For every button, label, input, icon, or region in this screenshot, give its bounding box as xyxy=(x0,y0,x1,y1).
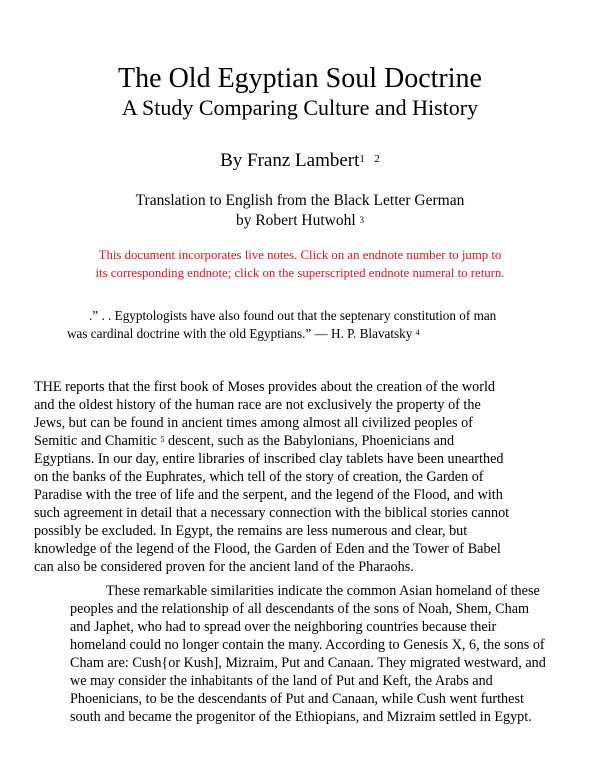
paragraph-2-line: we may consider the inhabitants of the land of Put and Keft, the Arabs and xyxy=(70,673,493,689)
epigraph xyxy=(67,307,537,343)
live-notes-line-1: This document incorporates live notes. Click on an endnote number to jump to xyxy=(98,248,502,262)
paragraph-1-line: knowledge of the legend of the Flood, the Garden of Eden and the Tower of Babel xyxy=(34,541,501,557)
translator-name: by Robert Hutwohl xyxy=(235,212,356,229)
author-name: By Franz Lambert xyxy=(220,150,360,171)
endnote-ref-1[interactable]: 1 xyxy=(359,153,365,165)
paragraph-1-line: possibly be excluded. In Egypt, the remains are less numerous and clear, but xyxy=(34,523,468,539)
paragraph-1-line: and the oldest history of the human race are not exclusively the property of the xyxy=(34,397,481,413)
endnote-ref-4[interactable]: 4 xyxy=(415,328,420,337)
paragraph-1-line-part: Semitic and Chamitic xyxy=(34,433,157,449)
paragraph-2 xyxy=(34,582,569,726)
paragraph-2-line: south and became the progenitor of the Ethiopians, and Mizraim settled in Egypt. xyxy=(70,709,532,725)
paragraph-1-line: THE reports that the first book of Moses provides about the creation of the world xyxy=(34,379,495,395)
paragraph-1 xyxy=(34,378,569,576)
epigraph-text-2: was cardinal doctrine with the old Egyptians.” — H. P. Blavatsky xyxy=(67,326,413,341)
live-notes-line-2: its corresponding endnote; click on the superscripted endnote numeral to return. xyxy=(95,266,505,280)
paragraph-2-line: homeland could no longer contain the many. According to Genesis X, 6, the sons of xyxy=(70,637,545,653)
paragraph-1-line-part: descent, such as the Babylonians, Phoenicians and xyxy=(168,433,455,449)
endnote-ref-5[interactable]: 5 xyxy=(160,435,165,444)
endnote-ref-3[interactable]: 3 xyxy=(359,215,365,225)
epigraph-line-2 xyxy=(67,325,537,343)
paragraph-1-line: Jews, but can be found in ancient times among almost all civilized peoples of xyxy=(34,415,473,431)
live-notes-notice xyxy=(30,246,570,282)
paragraph-1-line: Egyptians. In our day, entire libraries of inscribed clay tablets have been unearthed xyxy=(34,451,504,467)
paragraph-1-line: on the banks of the Euphrates, which tell of the story of creation, the Garden of xyxy=(34,469,484,485)
paragraph-1-line: such agreement in detail that a necessary connection with the biblical stories cannot xyxy=(34,505,510,521)
paragraph-2-line: and Japhet, who had to spread over the neighboring countries because their xyxy=(70,619,497,635)
epigraph-line-1: .” . . Egyptologists have also found out that the septenary constitution of man xyxy=(89,308,497,323)
author-line xyxy=(0,150,600,172)
translation-line-2 xyxy=(0,211,600,231)
paragraph-2-line: Phoenicians, to be the descendants of Put and Canaan, while Cush went furthest xyxy=(70,691,524,707)
translation-line-1: Translation to English from the Black Letter German xyxy=(135,192,465,209)
page-title: The Old Egyptian Soul Doctrine xyxy=(118,63,482,94)
endnote-ref-2[interactable]: 2 xyxy=(374,153,380,165)
paragraph-2-line: These remarkable similarities indicate the common Asian homeland of these xyxy=(106,583,540,599)
translation-credit xyxy=(0,191,600,231)
paragraph-1-line xyxy=(34,432,569,450)
page-subtitle: A Study Comparing Culture and History xyxy=(121,95,479,120)
paragraph-2-line: peoples and the relationship of all descendants of the sons of Noah, Shem, Cham xyxy=(70,601,530,617)
paragraph-1-line: can also be considered proven for the ancient land of the Pharaohs. xyxy=(34,559,414,575)
paragraph-1-line: Paradise with the tree of life and the serpent, and the legend of the Flood, and with xyxy=(34,487,503,503)
paragraph-2-line: Cham are: Cush{or Kush], Mizraim, Put and Canaan. They migrated westward, and xyxy=(70,655,546,671)
